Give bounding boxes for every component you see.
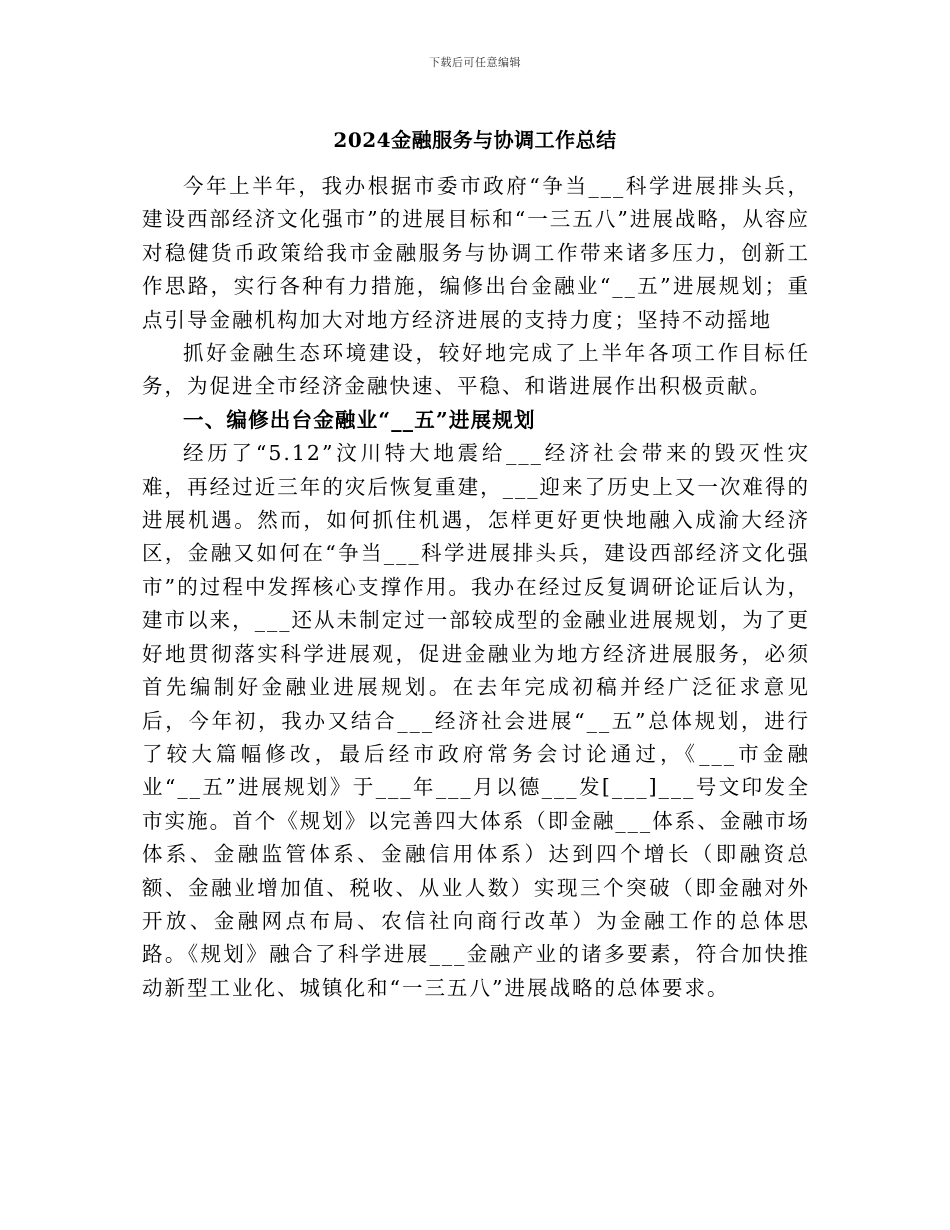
document-body	[142, 170, 810, 1005]
document-title: 2024金融服务与协调工作总结	[333, 128, 617, 152]
header-note: 下载后可任意编辑	[429, 56, 521, 69]
paragraph-intro: 今年上半年，我办根据市委市政府“争当___科学进展排头兵，建设西部经济文化强市”的进展目标和“一三五八”进展战略，从容应对稳健货币政策给我市金融服务与协调工作带来诸多压力，创新工作思路，实行各种有力措施，编修出台金融业“__五”进展规划；重点引导金融机构加大对地方经济进展的支持力度；坚持不动摇地	[142, 174, 810, 332]
paragraph-intro-continued: 抓好金融生态环境建设，较好地完成了上半年各项工作目标任务，为促进全市经济金融快速、平稳、和谐进展作出积极贡献。	[142, 341, 810, 399]
section-heading-1: 一、编修出台金融业“__五”进展规划	[183, 407, 536, 432]
section-1-paragraph: 经历了“5.12”汶川特大地震给___经济社会带来的毁灭性灾难，再经过近三年的灾后恢复重建，___迎来了历史上又一次难得的进展机遇。然而，如何抓住机遇，怎样更好更快地融入成渝大经济区，金融又如何在“争当___科学进展排头兵，建设西部经济文化强市”的过程中发挥核心支撑作用。我办在经过反复调研论证后认为，建市以来，___还从未制定过一部较成型的金融业进展规划，为了更好地贯彻落实科学进展观，促进金融业为地方经济进展服务，必须首先编制好金融业进展规划。在去年完成初稿并经广泛征求意见后，今年初，我办又结合___经济社会进展“__五”总体规划，进行了较大篇幅修改，最后经市政府常务会讨论通过，《___市金融业“__五”进展规划》于___年___月以德___发[___]___号文印发全市实施。首个《规划》以完善四大体系（即金融___体系、金融市场体系、金融监管体系、金融信用体系）达到四个增长（即融资总额、金融业增加值、税收、从业人数）实现三个突破（即金融对外开放、金融网点布局、农信社向商行改革）为金融工作的总体思路。《规划》融合了科学进展___金融产业的诸多要素，符合加快推动新型工业化、城镇化和“一三五八”进展战略的总体要求。	[142, 441, 810, 1000]
